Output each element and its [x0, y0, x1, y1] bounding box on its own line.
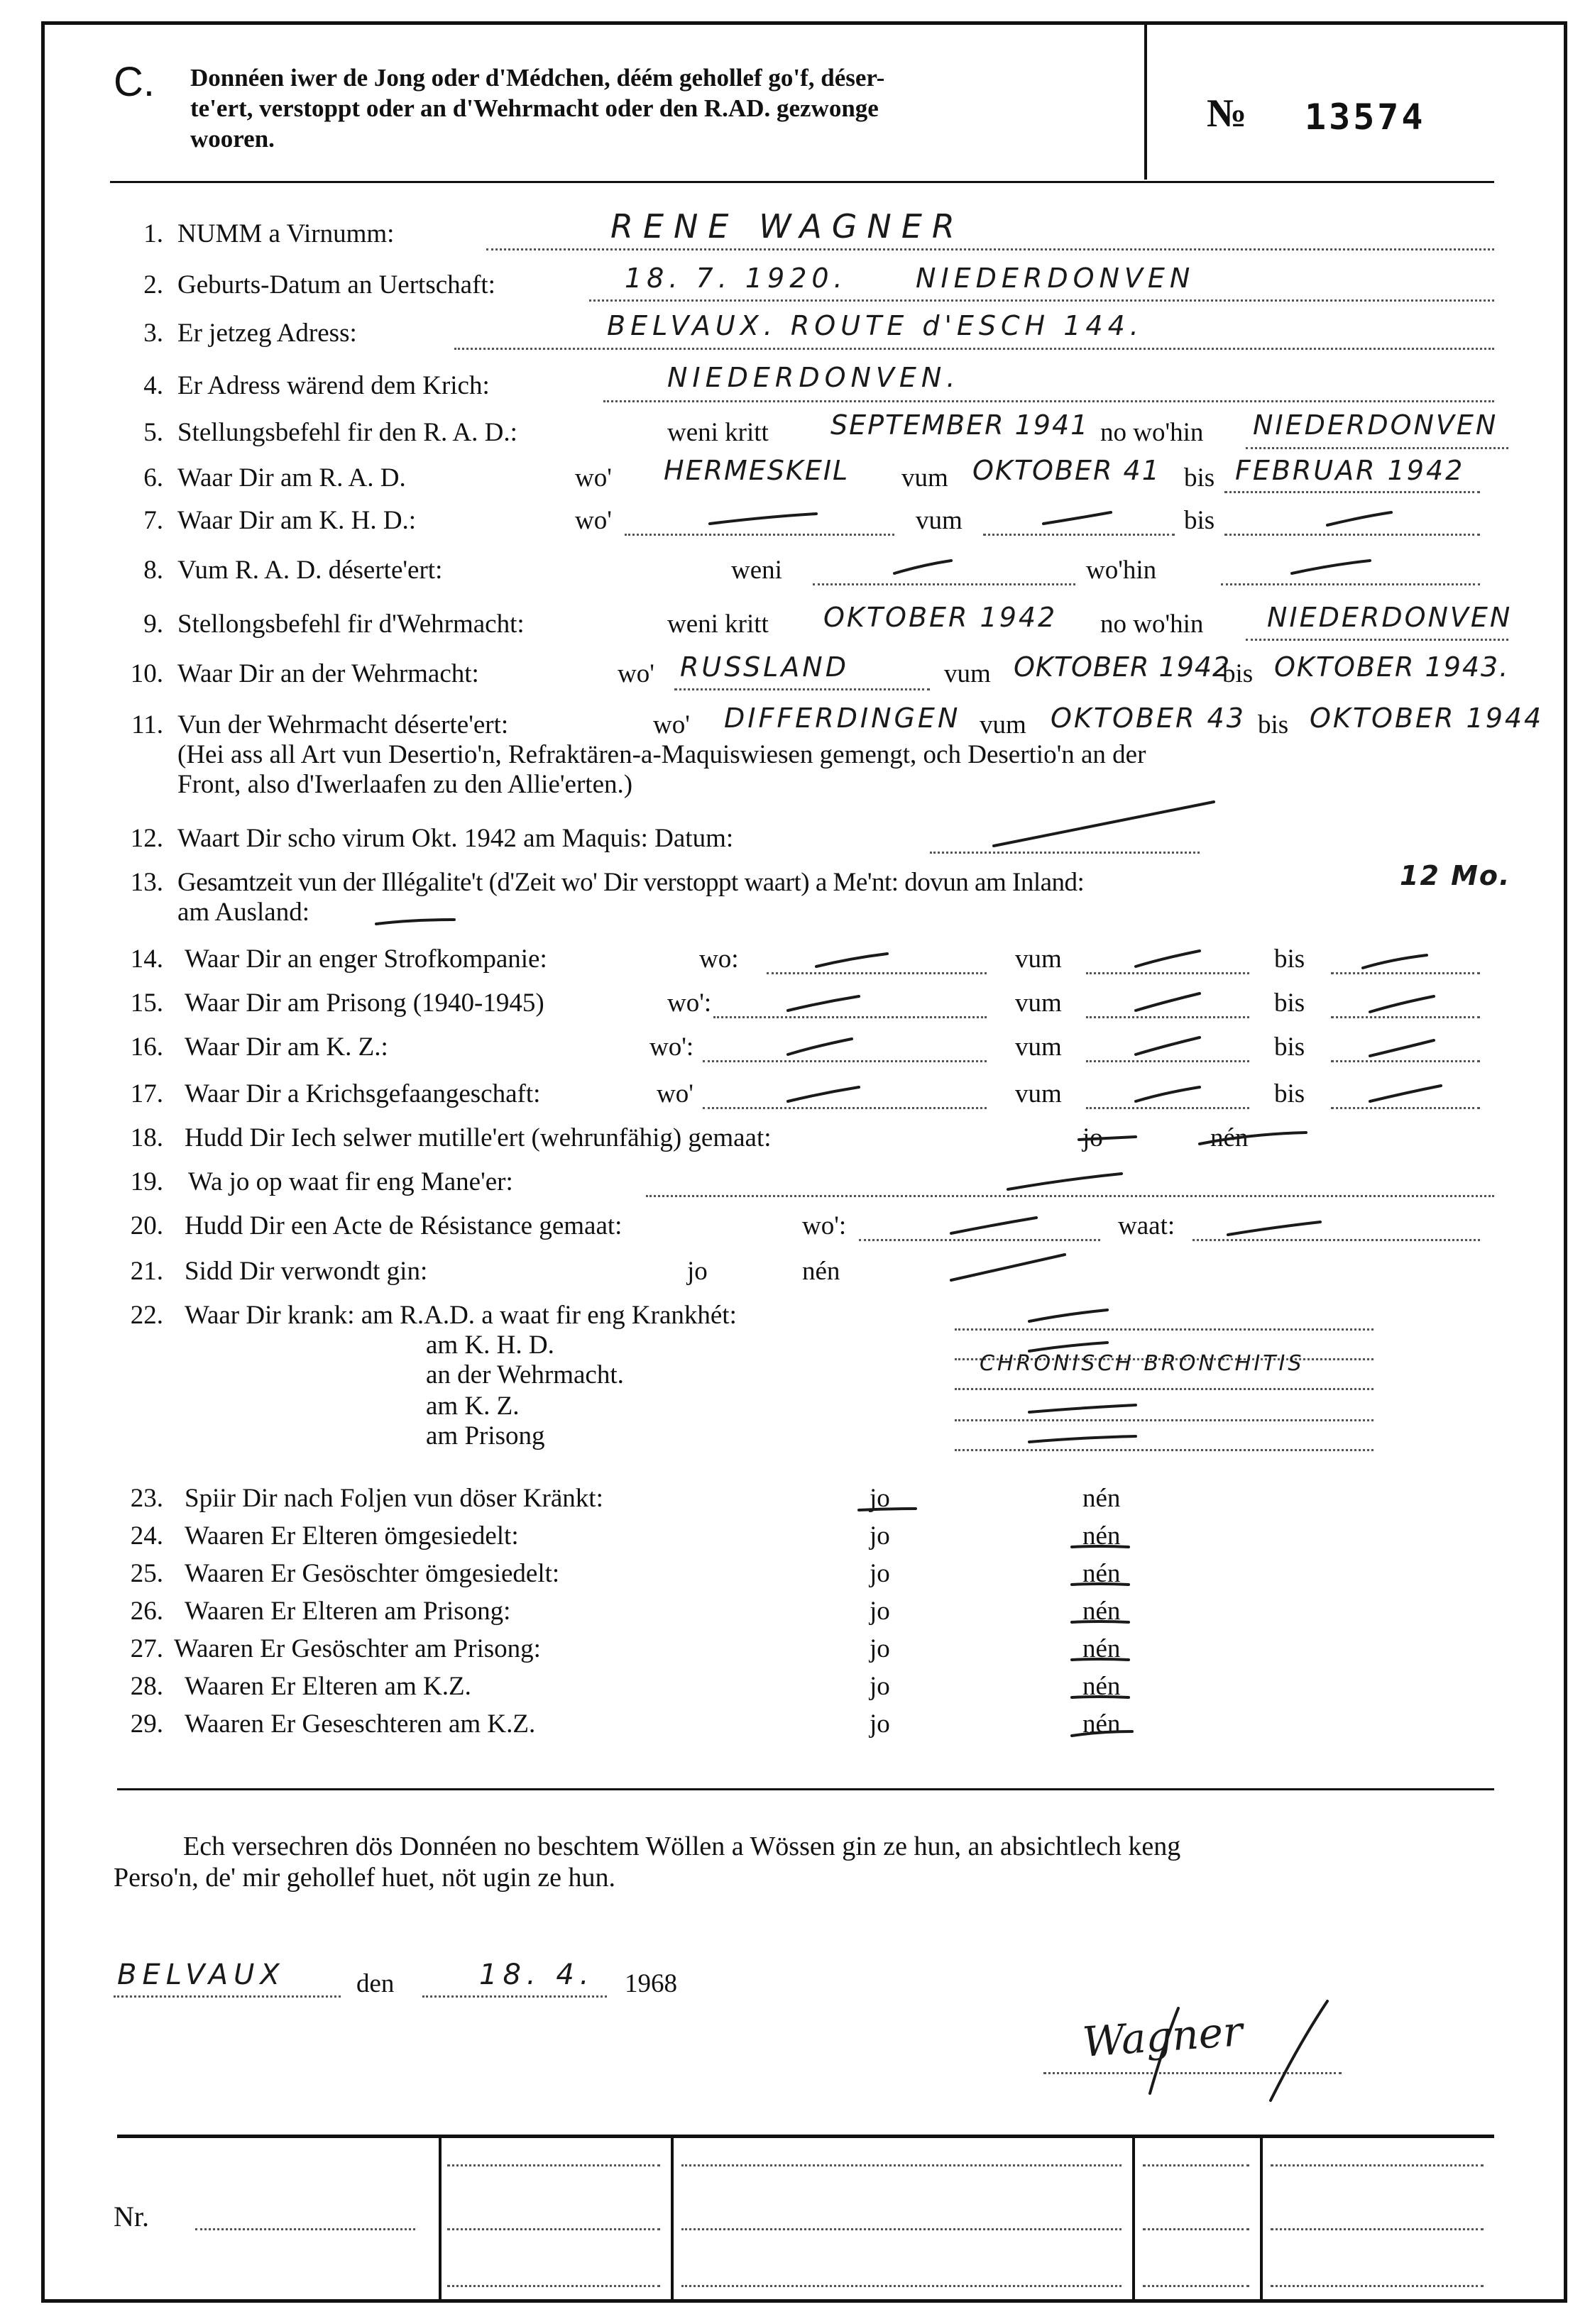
q19-number: 19. — [130, 1167, 163, 1196]
q13-label: Gesamtzeit vun der Illégalite't (d'Zeit wo' Dir verstoppt waart) a Me'nt: dovun am Inland: — [177, 868, 1085, 897]
q23-jo-underline — [859, 1509, 916, 1510]
q22-prisong-dash — [1029, 1436, 1136, 1442]
q24-jo: jo — [870, 1521, 890, 1551]
q22-sub3: am K. Z. — [426, 1392, 520, 1421]
q13-ausland-dash — [376, 920, 454, 924]
q9-when: OKTOBER 1942 — [823, 602, 1058, 633]
q3-label: Er jetzeg Adress: — [177, 319, 357, 348]
q11-bis-label: bis — [1258, 710, 1289, 739]
q22-khd-dash — [1029, 1343, 1107, 1351]
q20-number: 20. — [130, 1211, 163, 1240]
q13-ausland-label: am Ausland: — [177, 898, 310, 927]
q19-label: Wa jo op waat fir eng Mane'er: — [188, 1167, 513, 1196]
q15-label: Waar Dir am Prisong (1940-1945) — [185, 988, 544, 1018]
q16-wo-dash — [788, 1039, 852, 1054]
q16-number: 16. — [130, 1032, 163, 1062]
q7-bis-dash — [1327, 512, 1391, 525]
q11-label: Vun der Wehrmacht déserte'ert: — [177, 710, 509, 739]
q6-label: Waar Dir am R. A. D. — [177, 463, 406, 492]
q11-note-line2: Front, also d'Iwerlaafen zu den Allie'erten.) — [177, 770, 633, 799]
q21-label: Sidd Dir verwondt gin: — [185, 1257, 428, 1286]
q4-answer: NIEDERDONVEN. — [667, 362, 960, 393]
q23-nen: nén — [1082, 1484, 1121, 1513]
q8-number: 8. — [143, 556, 163, 585]
q16-bis-dash — [1370, 1040, 1434, 1056]
q10-wo: RUSSLAND — [680, 651, 849, 683]
q7-wo-dash — [710, 514, 816, 524]
q22-sub2: an der Wehrmacht. — [426, 1360, 624, 1389]
q29-number: 29. — [130, 1709, 163, 1739]
q6-vum: OKTOBER 41 — [972, 455, 1161, 486]
q5-label: Stellungsbefehl fir den R. A. D.: — [177, 418, 517, 447]
q16-label: Waar Dir am K. Z.: — [185, 1032, 388, 1062]
section-letter: C. — [114, 59, 155, 105]
q10-wo-label: wo' — [618, 659, 654, 688]
q18-jo: jo — [1082, 1123, 1103, 1152]
q20-wo-label: wo': — [802, 1211, 847, 1240]
q11-wo: DIFFERDINGEN — [724, 703, 961, 734]
q21-number: 21. — [130, 1257, 163, 1286]
q24-number: 24. — [130, 1521, 163, 1551]
declaration-line2: Perso'n, de' mir gehollef huet, nöt ugin ze hun. — [114, 1863, 616, 1893]
signature-place: BELVAUX — [117, 1959, 285, 1991]
q17-vum-dash — [1136, 1087, 1200, 1101]
q10-bis-label: bis — [1222, 659, 1254, 688]
q18-jo-strike — [1079, 1137, 1136, 1140]
q20-label: Hudd Dir een Acte de Résistance gemaat: — [185, 1211, 623, 1240]
q18-number: 18. — [130, 1123, 163, 1152]
q14-wo-label: wo: — [699, 945, 739, 974]
q1-label: NUMM a Virnumm: — [177, 219, 395, 248]
q7-bis-label: bis — [1184, 506, 1215, 535]
q17-label: Waar Dir a Krichsgefaangeschaft: — [185, 1079, 541, 1108]
q20-waat-label: waat: — [1118, 1211, 1175, 1240]
signature-flourish — [1150, 2008, 1178, 2093]
q15-bis-label: bis — [1274, 988, 1305, 1018]
q24-label: Waaren Er Elteren ömgesiedelt: — [185, 1521, 519, 1551]
q25-jo: jo — [870, 1559, 890, 1588]
q22-sub1: am K. H. D. — [426, 1331, 554, 1360]
q15-wo-dash — [788, 996, 859, 1010]
header-title-line3: wooren. — [190, 125, 275, 153]
q21-jo: jo — [687, 1257, 708, 1286]
q4-label: Er Adress wärend dem Krich: — [177, 371, 490, 400]
header-title-line2: te'ert, verstoppt oder an d'Wehrmacht oder den R.AD. gezwonge — [190, 94, 879, 122]
q26-jo: jo — [870, 1597, 890, 1626]
q23-jo: jo — [870, 1484, 890, 1513]
q21-dash — [951, 1255, 1065, 1280]
q10-vum: OKTOBER 1942 — [1014, 651, 1231, 683]
q1-answer: RENE WAGNER — [610, 207, 965, 246]
q14-bis-dash — [1363, 955, 1427, 968]
q27-label: Waaren Er Gesöschter am Prisong: — [174, 1634, 541, 1663]
q25-number: 25. — [130, 1559, 163, 1588]
q9-where-label: no wo'hin — [1100, 610, 1204, 639]
q8-weni-label: weni — [731, 556, 782, 585]
q20-wo-dash — [951, 1218, 1036, 1233]
number-symbol: № — [1207, 92, 1247, 136]
q6-vum-label: vum — [901, 463, 948, 492]
q24-nen-underline — [1072, 1546, 1129, 1547]
q14-vum-label: vum — [1015, 945, 1062, 974]
q15-vum-label: vum — [1015, 988, 1062, 1018]
q24-nen: nén — [1082, 1521, 1121, 1551]
signature: Wagner — [1080, 2007, 1244, 2066]
q27-number: 27. — [130, 1634, 163, 1663]
form-number: 13574 — [1305, 97, 1426, 138]
q11-wo-label: wo' — [653, 710, 690, 739]
q9-number: 9. — [143, 610, 163, 639]
q17-bis-dash — [1370, 1086, 1441, 1101]
q12-label: Waart Dir scho virum Okt. 1942 am Maquis: Datum: — [177, 824, 734, 853]
q7-wo-label: wo' — [575, 506, 612, 535]
q3-number: 3. — [143, 319, 163, 348]
q5-number: 5. — [143, 418, 163, 447]
q21-nen: nén — [802, 1257, 840, 1286]
q6-wo: HERMESKEIL — [664, 455, 850, 486]
q20-waat-dash — [1228, 1222, 1320, 1235]
signature-date: 18. 4. — [479, 1959, 595, 1991]
q9-label: Stellongsbefehl fir d'Wehrmacht: — [177, 610, 525, 639]
q23-label: Spiir Dir nach Foljen vun döser Kränkt: — [185, 1484, 603, 1513]
q28-label: Waaren Er Elteren am K.Z. — [185, 1672, 471, 1701]
q7-label: Waar Dir am K. H. D.: — [177, 506, 417, 535]
q6-bis: FEBRUAR 1942 — [1235, 455, 1465, 486]
q14-number: 14. — [130, 945, 163, 974]
q10-number: 10. — [130, 659, 163, 688]
q2-place: NIEDERDONVEN — [916, 263, 1195, 294]
q29-jo: jo — [870, 1709, 890, 1739]
q6-number: 6. — [143, 463, 163, 492]
q2-number: 2. — [143, 270, 163, 299]
q15-wo-label: wo': — [667, 988, 712, 1018]
q9-where: NIEDERDONVEN — [1267, 602, 1513, 633]
q27-jo: jo — [870, 1634, 890, 1663]
q5-when-label: weni kritt — [667, 418, 769, 447]
q6-wo-label: wo' — [575, 463, 612, 492]
q5-where-label: no wo'hin — [1100, 418, 1204, 447]
q25-nen: nén — [1082, 1559, 1121, 1588]
q23-number: 23. — [130, 1484, 163, 1513]
q11-number: 11. — [131, 710, 163, 739]
q13-inland: 12 Mo. — [1400, 860, 1511, 891]
q15-bis-dash — [1370, 996, 1434, 1012]
q10-vum-label: vum — [944, 659, 991, 688]
q14-bis-label: bis — [1274, 945, 1305, 974]
q25-nen-underline — [1072, 1584, 1129, 1585]
q22-number: 22. — [130, 1301, 163, 1330]
q2-date: 18. 7. 1920. — [625, 263, 848, 294]
q4-number: 4. — [143, 371, 163, 400]
den-label: den — [356, 1969, 395, 1998]
q17-wo-dash — [788, 1087, 859, 1101]
q22-label: Waar Dir krank: am R.A.D. a waat fir eng Krankhét: — [185, 1301, 737, 1330]
q25-label: Waaren Er Gesöschter ömgesiedelt: — [185, 1559, 560, 1588]
q11-bis: OKTOBER 1944 — [1310, 703, 1544, 734]
q6-bis-label: bis — [1184, 463, 1215, 492]
q5-where: NIEDERDONVEN — [1253, 409, 1498, 441]
q11-note-line1: (Hei ass all Art vun Desertio'n, Refraktären-a-Maquiswiesen gemengt, och Desertio'n an der — [177, 740, 1146, 769]
q8-weni-dash — [894, 561, 951, 573]
q14-wo-dash — [816, 954, 887, 967]
q18-label: Hudd Dir Iech selwer mutille'ert (wehrunfähig) gemaat: — [185, 1123, 772, 1152]
header-title-line1: Donnéen iwer de Jong oder d'Médchen, déém gehollef go'f, déser- — [190, 64, 885, 92]
q17-vum-label: vum — [1015, 1079, 1062, 1108]
q7-number: 7. — [143, 506, 163, 535]
q22-rad-dash — [1029, 1310, 1107, 1321]
q22-sub4: am Prisong — [426, 1421, 545, 1450]
q10-bis: OKTOBER 1943. — [1274, 651, 1510, 683]
q7-vum-dash — [1043, 512, 1111, 524]
signature-slash — [1271, 2001, 1327, 2100]
q17-wo-label: wo' — [657, 1079, 693, 1108]
q11-vum-label: vum — [980, 710, 1026, 739]
footer-nr-label: Nr. — [114, 2201, 149, 2232]
q8-label: Vum R. A. D. déserte'ert: — [177, 556, 443, 585]
q15-number: 15. — [130, 988, 163, 1018]
declaration-line1: Ech versechren dös Donnéen no beschtem Wöllen a Wössen gin ze hun, an absichtlech keng — [183, 1832, 1181, 1861]
q3-answer: BELVAUX. ROUTE d'ESCH 144. — [607, 310, 1144, 341]
q13-number: 13. — [130, 868, 163, 897]
q17-number: 17. — [130, 1079, 163, 1108]
q28-number: 28. — [130, 1672, 163, 1701]
q26-nen: nén — [1082, 1597, 1121, 1626]
q12-dash — [994, 802, 1214, 846]
q22-sub2-answer: CHRONISCH BRONCHITIS — [980, 1351, 1305, 1376]
q14-label: Waar Dir an enger Strofkompanie: — [185, 945, 547, 974]
q18-nen: nén — [1210, 1123, 1249, 1152]
q12-number: 12. — [130, 824, 163, 853]
q16-bis-label: bis — [1274, 1032, 1305, 1062]
q29-label: Waaren Er Geseschteren am K.Z. — [185, 1709, 536, 1739]
q9-when-label: weni kritt — [667, 610, 769, 639]
q28-jo: jo — [870, 1672, 890, 1701]
q8-wohin-dash — [1292, 561, 1370, 573]
q1-number: 1. — [143, 219, 163, 248]
q18-nen-strike — [1200, 1133, 1306, 1144]
q29-nen: nén — [1082, 1709, 1121, 1739]
q27-nen-underline — [1072, 1659, 1129, 1660]
q26-number: 26. — [130, 1597, 163, 1626]
q26-label: Waaren Er Elteren am Prisong: — [185, 1597, 511, 1626]
q27-nen: nén — [1082, 1634, 1121, 1663]
q28-nen: nén — [1082, 1672, 1121, 1701]
q5-when: SEPTEMBER 1941 — [830, 409, 1090, 441]
signature-year: 1968 — [625, 1969, 677, 1998]
q15-vum-dash — [1136, 993, 1200, 1010]
q17-bis-label: bis — [1274, 1079, 1305, 1108]
q19-dash — [1008, 1174, 1122, 1189]
q2-label: Geburts-Datum an Uertschaft: — [177, 270, 495, 299]
q16-wo-label: wo': — [649, 1032, 694, 1062]
q7-vum-label: vum — [916, 506, 963, 535]
q14-vum-dash — [1136, 951, 1200, 967]
q29-nen-underline — [1072, 1731, 1132, 1736]
q22-kz-dash — [1029, 1405, 1136, 1412]
q10-label: Waar Dir an der Wehrmacht: — [177, 659, 479, 688]
q26-nen-underline — [1072, 1621, 1129, 1622]
q11-vum: OKTOBER 43 — [1051, 703, 1246, 734]
q16-vum-dash — [1136, 1037, 1200, 1054]
q8-wohin-label: wo'hin — [1086, 556, 1157, 585]
q16-vum-label: vum — [1015, 1032, 1062, 1062]
